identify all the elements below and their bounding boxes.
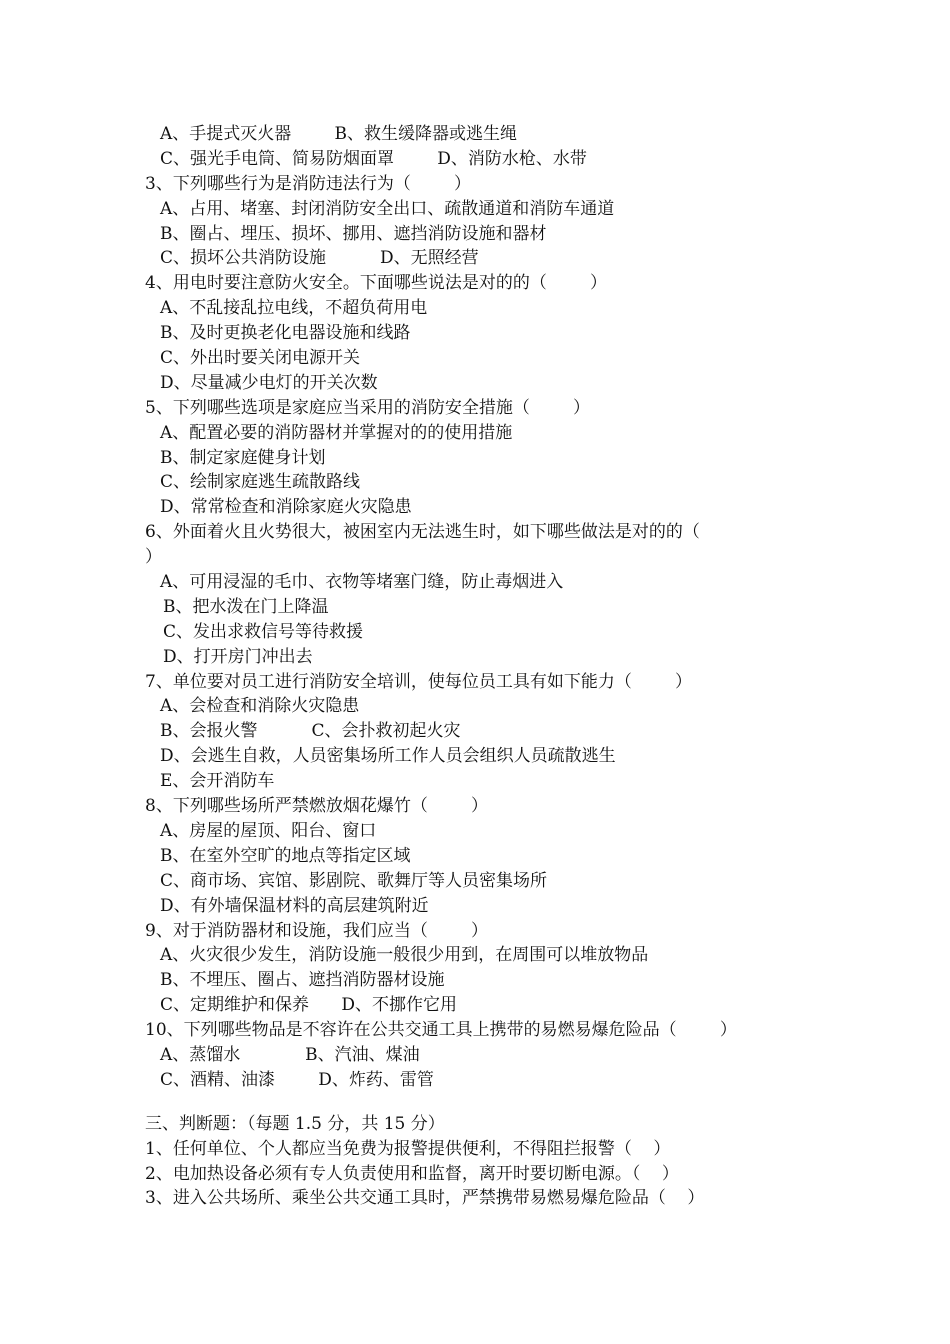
- q6-option-b: B、把水泼在门上降温: [163, 596, 329, 617]
- q9-option-a: A、火灾很少发生，消防设施一般很少用到，在周围可以堆放物品: [160, 945, 649, 966]
- q4-stem: 4、用电时要注意防火安全。下面哪些说法是对的的（ ）: [145, 273, 608, 294]
- q7-option-a: A、会检查和消除火灾隐患: [160, 696, 360, 717]
- q5-option-c: C、绘制家庭逃生疏散路线: [160, 472, 361, 493]
- q6-stem: 6、外面着火且火势很大，被困室内无法逃生时，如下哪些做法是对的的（: [145, 522, 700, 543]
- q6-stem-continuation: ）: [145, 547, 162, 568]
- q9-stem: 9、对于消防器材和设施，我们应当（ ）: [145, 920, 489, 941]
- q5-stem: 5、下列哪些选项是家庭应当采用的消防安全措施（ ）: [145, 397, 591, 418]
- q2-option-line-2: C、强光手电筒、简易防烟面罩 D、消防水枪、水带: [160, 148, 587, 169]
- q8-option-b: B、在室外空旷的地点等指定区域: [160, 845, 411, 866]
- q9-option-cd: C、定期维护和保养 D、不挪作它用: [160, 995, 458, 1016]
- q7-option-bc: B、会报火警 C、会扑救初起火灾: [160, 721, 461, 742]
- judgment-item-3: 3、进入公共场所、乘坐公共交通工具时，严禁携带易燃易爆危险品（ ）: [145, 1188, 705, 1209]
- q6-option-d: D、打开房门冲出去: [163, 646, 313, 667]
- q6-option-a: A、可用浸湿的毛巾、衣物等堵塞门缝，防止毒烟进入: [160, 572, 564, 593]
- section-spacer: [0, 1093, 950, 1112]
- judgment-item-2: 2、电加热设备必须有专人负责使用和监督，离开时要切断电源。（ ）: [145, 1163, 679, 1184]
- exam-page: [0, 122, 950, 1211]
- q4-option-d: D、尽量减少电灯的开关次数: [160, 372, 378, 393]
- q8-option-d: D、有外墙保温材料的高层建筑附近: [160, 895, 429, 916]
- q4-option-b: B、及时更换老化电器设施和线路: [160, 323, 411, 344]
- q3-stem: 3、下列哪些行为是消防违法行为（ ）: [145, 173, 472, 194]
- q10-stem: 10、下列哪些物品是不容许在公共交通工具上携带的易燃易爆危险品（ ）: [145, 1020, 737, 1041]
- q8-option-c: C、商市场、宾馆、影剧院、歌舞厅等人员密集场所: [160, 870, 548, 891]
- q4-option-c: C、外出时要关闭电源开关: [160, 348, 361, 369]
- q3-option-b: B、圈占、埋压、损坏、挪用、遮挡消防设施和器材: [160, 223, 547, 244]
- q9-option-b: B、不埋压、圈占、遮挡消防器材设施: [160, 970, 445, 991]
- q7-stem: 7、单位要对员工进行消防安全培训，使每位员工具有如下能力（ ）: [145, 671, 693, 692]
- q3-option-a: A、占用、堵塞、封闭消防安全出口、疏散通道和消防车通道: [160, 198, 615, 219]
- q7-option-d: D、会逃生自救，人员密集场所工作人员会组织人员疏散逃生: [160, 746, 616, 767]
- judgment-item-1: 1、任何单位、个人都应当免费为报警提供便利，不得阻拦报警（ ）: [145, 1138, 671, 1159]
- q5-option-b: B、制定家庭健身计划: [160, 447, 326, 468]
- q6-option-c: C、发出求救信号等待救援: [163, 621, 364, 642]
- q8-stem: 8、下列哪些场所严禁燃放烟花爆竹（ ）: [145, 796, 489, 817]
- q2-option-line-1: A、手提式灭火器 B、救生缓降器或逃生绳: [160, 124, 517, 144]
- q7-option-e: E、会开消防车: [160, 771, 275, 792]
- section3-heading: 三、判断题：（每题 1.5 分，共 15 分）: [145, 1113, 445, 1134]
- q5-option-a: A、配置必要的消防器材并掌握对的的使用措施: [160, 422, 513, 443]
- q4-option-a: A、不乱接乱拉电线，不超负荷用电: [160, 298, 428, 319]
- q10-option-cd: C、酒精、油漆 D、炸药、雷管: [160, 1069, 434, 1090]
- q10-option-ab: A、蒸馏水 B、汽油、煤油: [160, 1044, 420, 1065]
- q5-option-d: D、常常检查和消除家庭火灾隐患: [160, 497, 412, 518]
- q8-option-a: A、房屋的屋顶、阳台、窗口: [160, 820, 377, 841]
- q3-option-cd: C、损坏公共消防设施 D、无照经营: [160, 248, 479, 269]
